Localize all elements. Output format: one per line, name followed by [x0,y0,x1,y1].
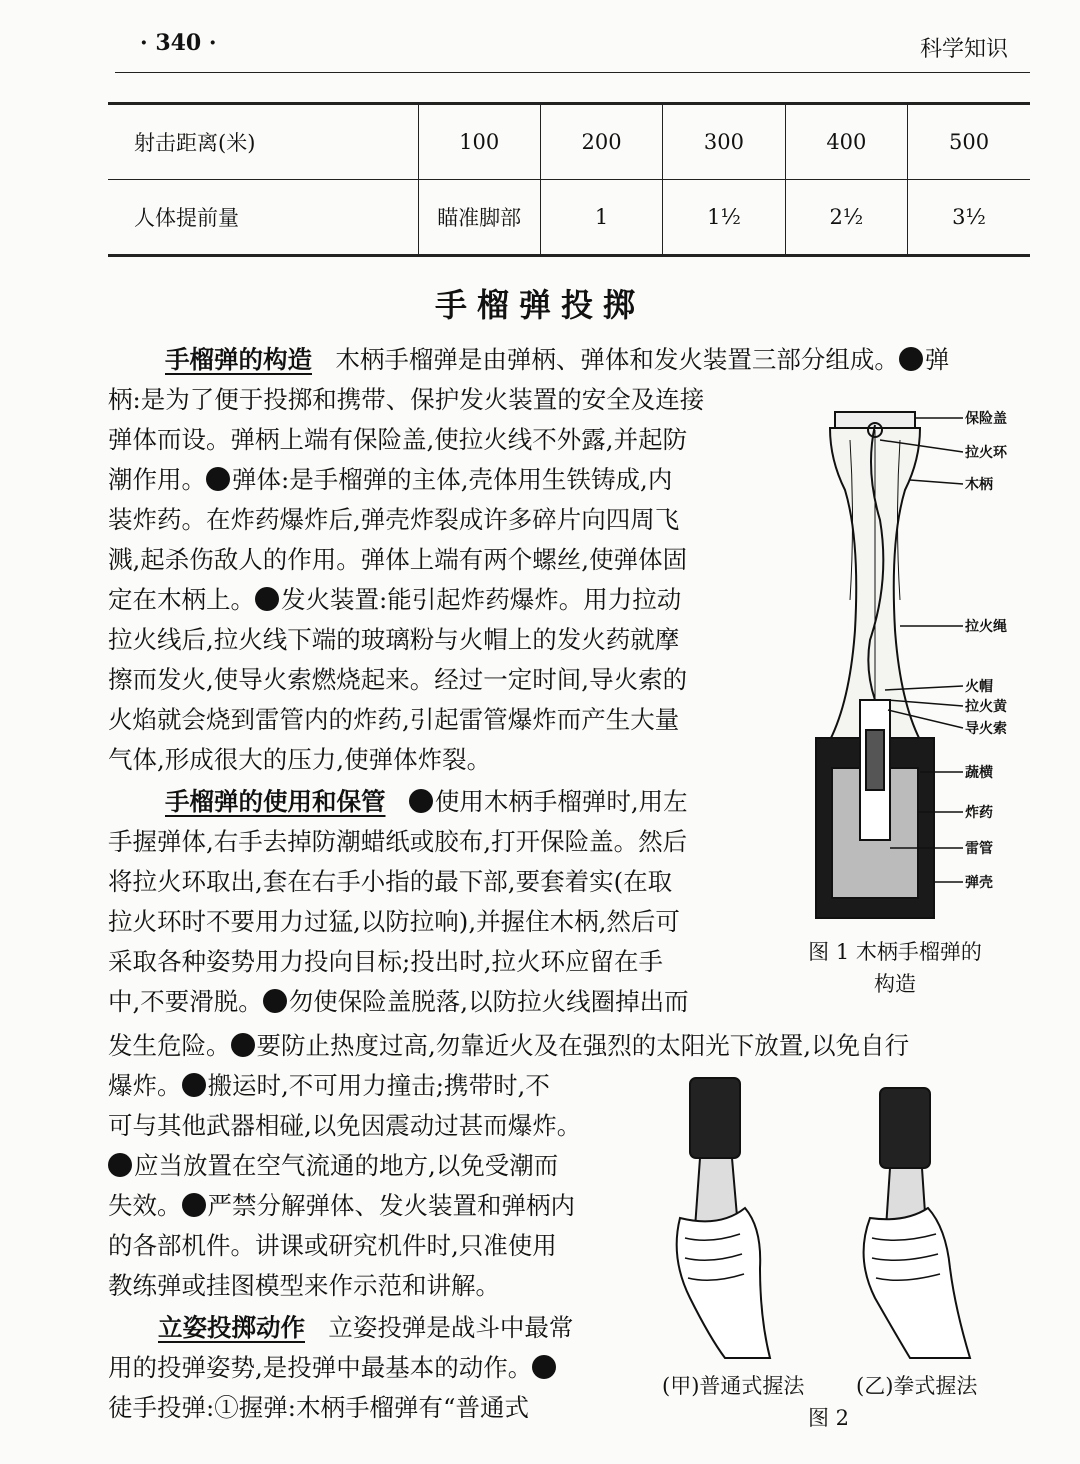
body-line: 擦而发火,使导火索燃烧起来。经过一定时间,导火索的 [108,665,688,694]
table-cell: 1 [540,180,662,256]
table-cell: 瞄准脚部 [418,180,540,256]
bullet-icon [263,989,287,1013]
table-row-label: 射击距离(米) [108,104,418,180]
grip-illustration [650,1068,1010,1368]
table-cell: 1½ [663,180,785,256]
body-line: 发生危险。 要防止热度过高,勿靠近火及在强烈的太阳光下放置,以免自行 [108,1031,910,1060]
label-sulfur: 蔬横 [965,765,993,781]
bullet-icon [409,789,433,813]
subsection-heading: 立姿投掷动作 [158,1313,305,1342]
body-line: 应当放置在空气流通的地方,以免受潮而 [108,1150,558,1182]
label-safety-cap: 保险盖 [965,411,1007,427]
table-cell: 500 [908,104,1030,180]
bullet-icon [231,1033,255,1057]
body-line: 教练弹或挂图模型来作示范和讲解。 [108,1271,500,1300]
label-pull-ring: 拉火环 [965,445,1007,461]
body-line: 手榴弹的使用和保管 使用木柄手榴弹时,用左 [165,787,688,816]
label-explosive: 炸药 [965,805,993,821]
lead-table [108,102,1030,257]
body-line: 的各部机件。讲课或研究机件时,只准使用 [108,1231,557,1260]
grenade-diagram [800,400,1040,930]
label-detonator: 雷管 [965,841,993,857]
bullet-icon [206,467,230,491]
grip-drawing-b [864,1088,970,1358]
body-line: 手握弹体,右手去掉防潮蜡纸或胶布,打开保险盖。然后 [108,827,688,856]
bullet-icon [108,1153,132,1177]
label-pull-cord: 拉火绳 [965,619,1007,635]
table-cell: 3½ [908,180,1030,256]
table-row [108,104,1030,180]
table-cell: 2½ [785,180,907,256]
label-casing: 弹壳 [965,875,993,891]
body-line: 定在木柄上。 发火装置:能引起炸药爆炸。用力拉动 [108,585,682,614]
section-title: 手榴弹投掷 [434,286,645,324]
body-line: 拉火线后,拉火线下端的玻璃粉与火帽上的发火药就摩 [108,625,680,654]
label-primer-cap: 火帽 [965,679,993,695]
page-number: · 340 · [140,30,217,56]
body-line: 爆炸。 搬运时,不可用力撞击;携带时,不 [108,1071,550,1100]
body-line: 柄:是为了便于投掷和携带、保护发火装置的安全及连接 [108,385,705,414]
bullet-icon [182,1073,206,1097]
body-line: 可与其他武器相碰,以免因震动过甚而爆炸。 [108,1111,582,1140]
body-line: 立姿投掷动作 立姿投弹是战斗中最常 [158,1313,574,1342]
table-cell: 100 [418,104,540,180]
body-line: 火焰就会烧到雷管内的炸药,引起雷管爆炸而产生大量 [108,705,680,734]
figure2-caption-a: (甲)普通式握法 [662,1374,805,1398]
label-fuse: 导火索 [965,721,1007,737]
body-line: 徒手投弹:①握弹:木柄手榴弹有“普通式 [108,1393,530,1422]
bullet-icon [255,587,279,611]
body-line: 潮作用。 弹体:是手榴弹的主体,壳体用生铁铸成,内 [108,465,673,494]
bullet-icon [899,347,923,371]
table-cell: 200 [540,104,662,180]
body-line: 弹体而设。弹柄上端有保险盖,使拉火线不外露,并起防 [108,425,688,454]
grip-drawing-a [677,1078,770,1358]
body-line: 采取各种姿势用力投向目标;投出时,拉火环应留在手 [108,947,664,976]
body-line: 失效。 严禁分解弹体、发火装置和弹柄内 [108,1191,575,1220]
header-rule [115,72,1030,73]
body-line: 手榴弹的构造 木柄手榴弹是由弹柄、弹体和发火装置三部分组成。 弹 [165,345,950,374]
table-cell: 300 [663,104,785,180]
body-line: 气体,形成很大的压力,使弹体炸裂。 [108,745,492,774]
table-row [108,180,1030,256]
body-line: 装炸药。在炸药爆炸后,弹壳炸裂成许多碎片向四周飞 [108,505,680,534]
label-wooden-handle: 木柄 [965,477,993,493]
subsection-heading: 手榴弹的构造 [165,345,312,374]
body-line: 拉火环时不要用力过猛,以防拉响),并握住木柄,然后可 [108,907,680,936]
body-line: 中,不要滑脱。 勿使保险盖脱落,以防拉火线圈掉出而 [108,987,689,1016]
body-line: 用的投弹姿势,是投弹中最基本的动作。 [108,1352,558,1384]
figure2-caption-b: (乙)拳式握法 [856,1374,978,1398]
bullet-icon [532,1355,556,1379]
subsection-heading: 手榴弹的使用和保管 [165,787,386,816]
grenade-body-drawing [816,412,934,918]
body-line: 将拉火环取出,套在右手小指的最下部,要套着实(在取 [108,867,673,896]
figure2-label: 图 2 [808,1406,850,1430]
body-line: 溅,起杀伤敌人的作用。弹体上端有两个螺丝,使弹体固 [108,545,688,574]
label-friction: 拉火黄 [965,699,1007,715]
table-cell: 400 [785,104,907,180]
table-row-label: 人体提前量 [108,180,418,256]
figure1-caption: 图 1 木柄手榴弹的构造 [808,940,982,996]
book-title: 科学知识 [919,37,1008,62]
bullet-icon [182,1193,206,1217]
